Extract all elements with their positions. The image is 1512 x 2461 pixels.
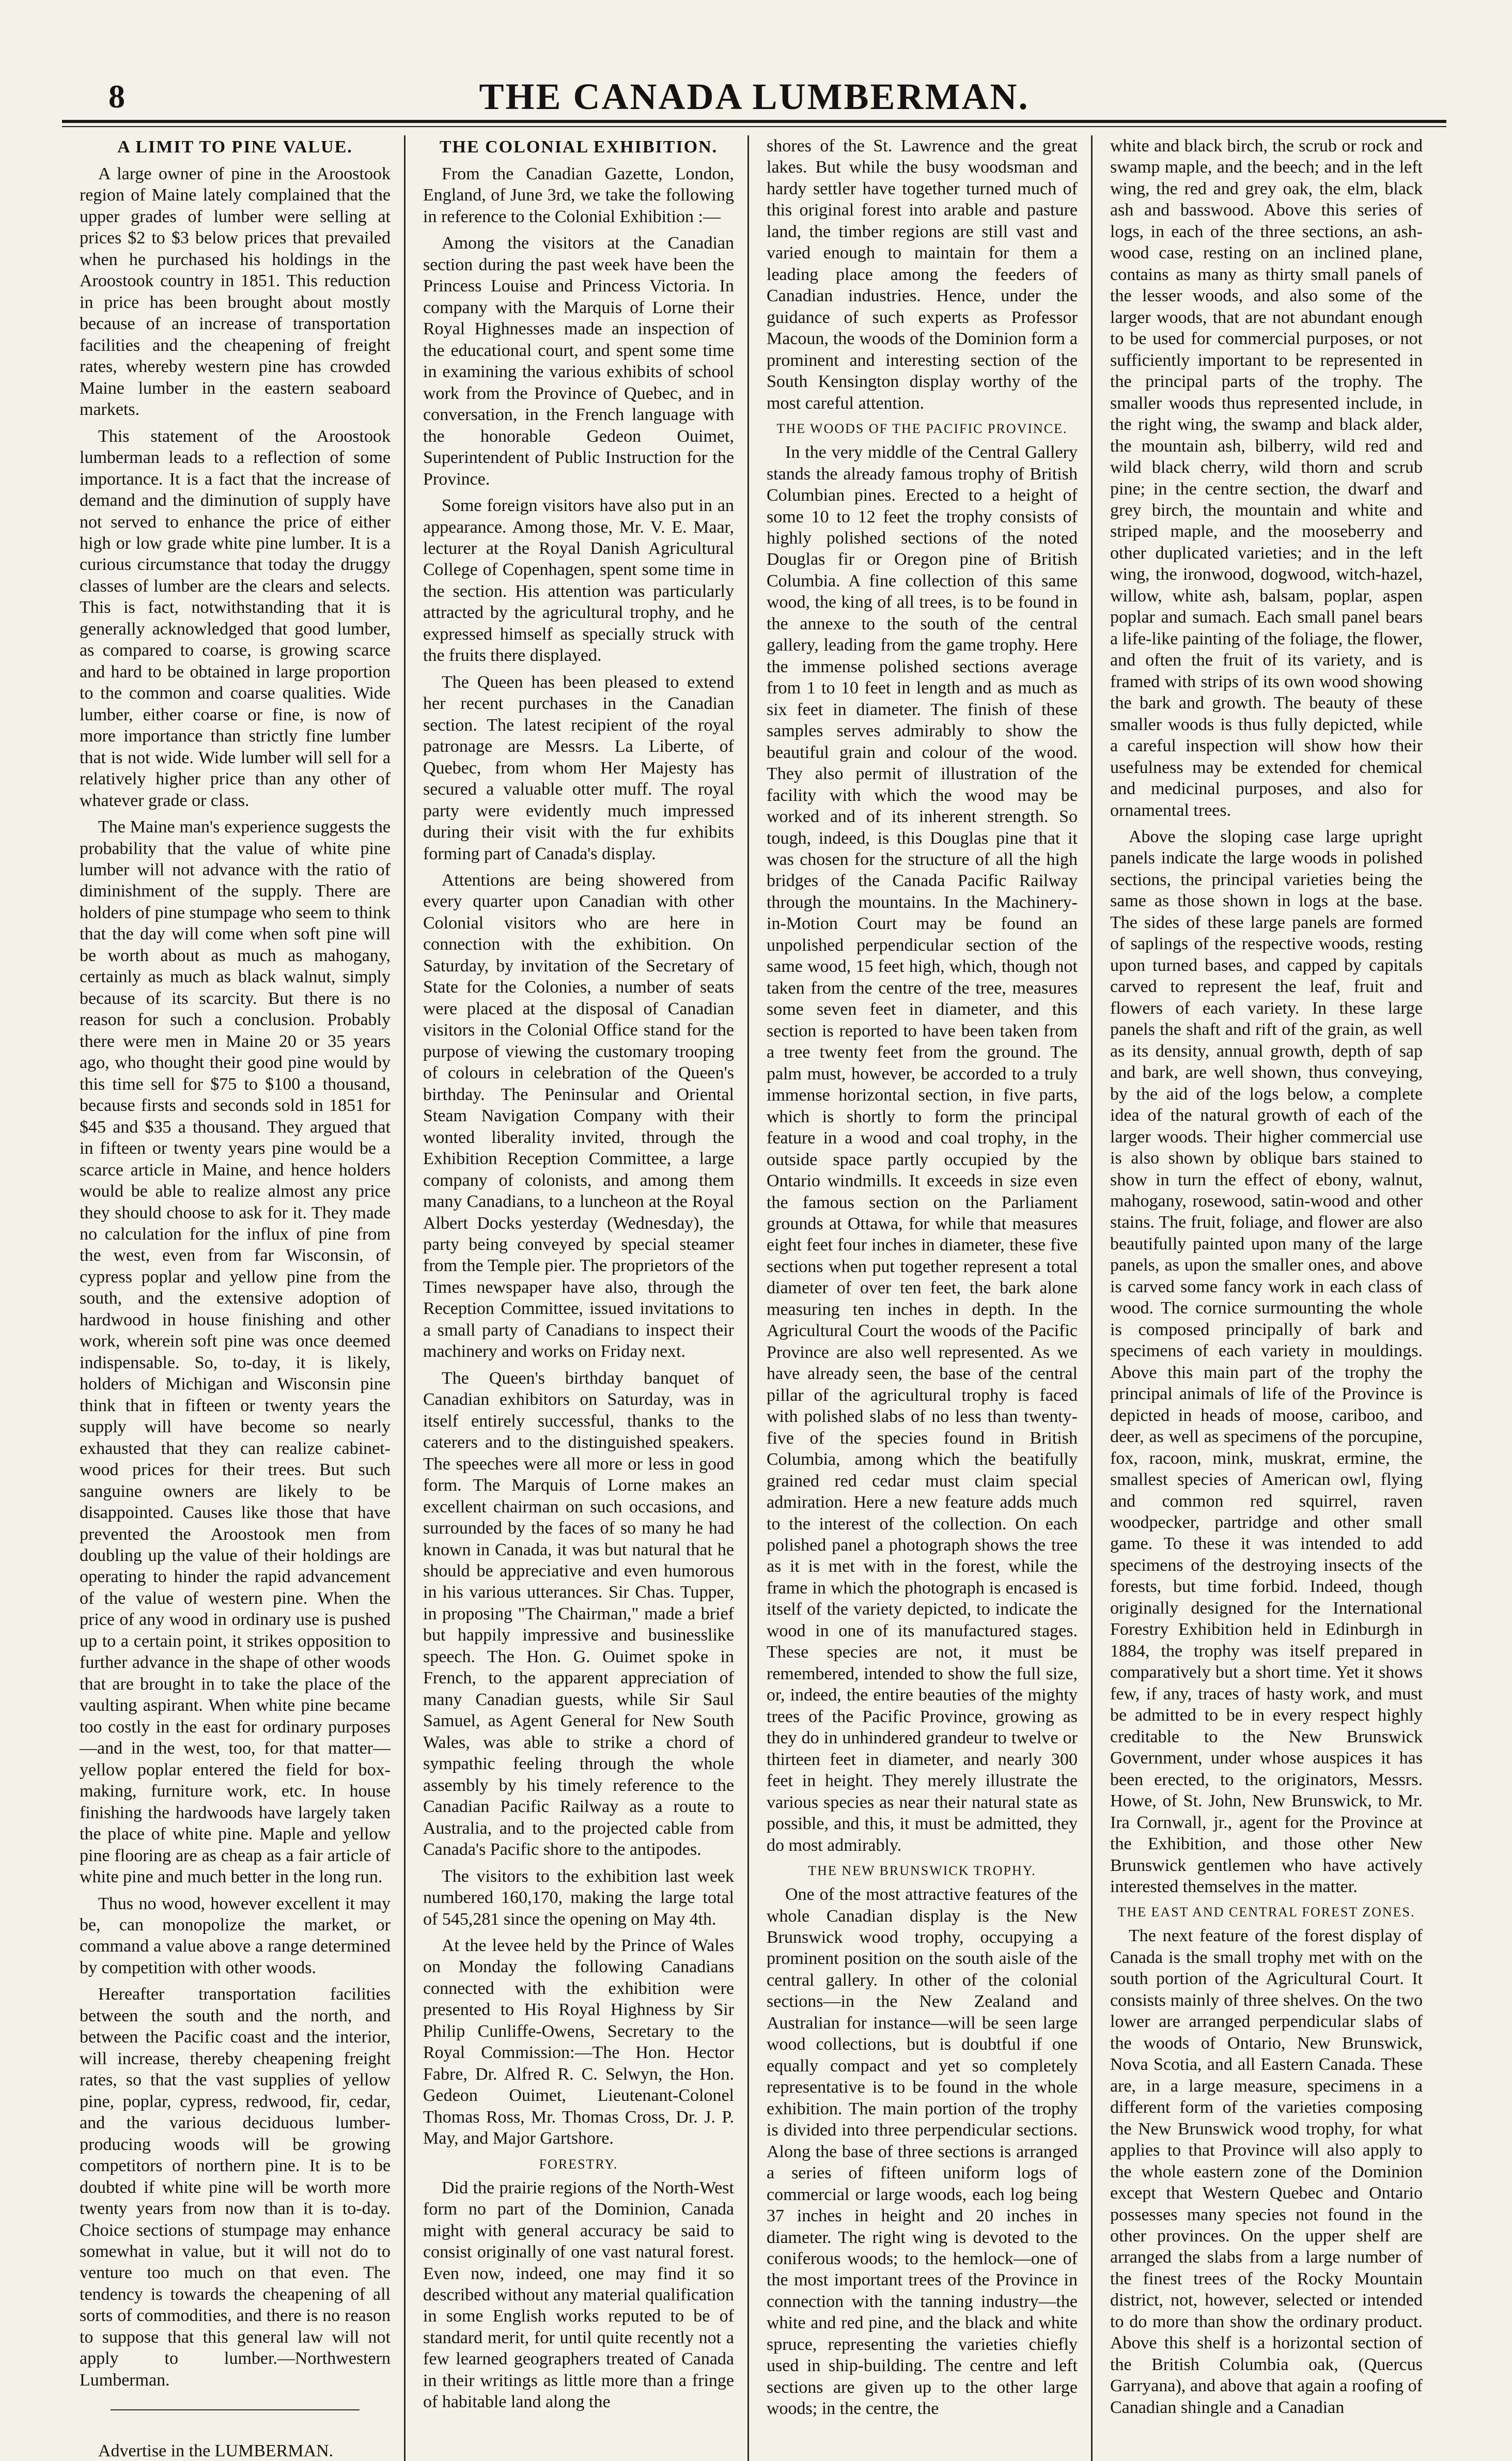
page-number: 8: [108, 78, 125, 115]
paragraph: At the levee held by the Prince of Wales on Monday the following Canadians connected with the exhibition were presented to His Royal Highness by Sir Philip Cunliffe-Owens, Secretary to the Royal Commission:—The Hon. Hector Fabre, Dr. Alfred R. C. Selwyn, the Hon. Gedeon Ouimet, Lieutenant-Colonel Thomas Ross, Mr. Thomas Cross, Dr. J. P. May, and Major Gartshore.: [423, 1936, 734, 2148]
paragraph: One of the most attractive features of the whole Canadian display is the New Brunswick wood trophy, occupying a prominent position on the south aisle of the central gallery. In other of the colonial sections—in the New Zealand and Australian for instance—will be seen large wood collections, but is doubtful if one equally compact and yet so completely representative is to be found in the whole exhibition. The main portion of the trophy is divided into three perpendicular sections. Along the base of three sections is arranged a series of fifteen uniform logs of commercial or large woods, each log being 37 inches in height and 20 inches in diameter. The right wing is devoted to the coniferous woods; to the hemlock—one of the most important trees of the Province in connection with the tanning industry—the white and red pine, and the black and white spruce, representing the varieties chiefly used in ship-building. The centre and left sections are given up to the other large woods; in the centre, the: [767, 1885, 1078, 2419]
paragraph: From the Canadian Gazette, London, England, of June 3rd, we take the following in reference to the Colonial Exhibition :—: [423, 164, 734, 226]
paragraph: The Queen has been pleased to extend her recent purchases in the Canadian section. The latest recipient of the royal patronage are Messrs. La Liberte, of Quebec, from whom Her Majesty has secured a valuable otter muff. The royal party were evidently much impressed during their visit with the fur exhibits forming part of Canada's display.: [423, 672, 734, 863]
paragraph: The visitors to the exhibition last week numbered 160,170, making the large total of 545,281 since the opening on May 4th.: [423, 1866, 734, 1929]
column-1: [72, 135, 406, 2461]
paragraph: Among the visitors at the Canadian section during the past week have been the Princess Louise and Princess Victoria. In company with the Marquis of Lorne their Royal Highnesses made an inspection of the educational court, and spent some time in examining the various exhibits of school work from the Province of Quebec, and in conversation, in the French language with the honorable Gedeon Ouimet, Superintendent of Public Instruction for the Province.: [423, 234, 734, 489]
section-subhead-pacific: THE WOODS OF THE PACIFIC PROVINCE.: [776, 421, 1068, 437]
paragraph: Attentions are being showered from every quarter upon Canadian with other Colonial visitors who are here in connection with the exhibition. On Saturday, by invitation of the Secretary of State for the Colonies, a number of seats were placed at the disposal of Canadian visitors in the Colonial Office stand for the purpose of viewing the customary trooping of colours in celebration of the Queen's birthday. The Peninsular and Oriental Steam Navigation Company with their wonted liberality invited, through the Exhibition Reception Committee, a large company of colonists, and among them many Canadians, to a luncheon at the Royal Albert Docks yesterday (Wednesday), the party being conveyed by special steamer from the Temple pier. The proprietors of the Times newspaper have also, through the Reception Committee, issued invitations to a small party of Canadians to inspect their machinery and works on Friday next.: [423, 871, 734, 1361]
divider: [111, 2409, 360, 2410]
article-columns: [72, 135, 1436, 2461]
paragraph: Did the prairie regions of the North-West form no part of the Dominion, Canada might with general accuracy be said to consist originally of one vast natural forest. Even now, indeed, one may find it so described without any material qualification in some English works reputed to be of standard merit, for until quite recently not a few learned geographers treated of Canada in their writings as little more than a fringe of habitable land along the: [423, 2178, 734, 2412]
paragraph: The Queen's birthday banquet of Canadian exhibitors on Saturday, was in itself entirely successful, thanks to the caterers and to the distinguished speakers. The speeches were all more or less in good form. The Marquis of Lorne makes an excellent chairman on such occasions, and surrounded by the faces of so many he had known in Canada, it was but natural that he should be appreciative and even humorous in his various utterances. Sir Chas. Tupper, in proposing "The Chairman," made a brief but happily impressive and businesslike speech. The Hon. G. Ouimet spoke in French, to the apparent appreciation of many Canadian guests, while Sir Saul Samuel, as Agent General for New South Wales, was able to strike a chord of sympathic feeling through the whole assembly by his timely reference to the Canadian Pacific Railway as a route to Australia, and to the projected cable from Canada's Pacific shore to the antipodes.: [423, 1368, 734, 1860]
section-subhead-forest-zones: THE EAST AND CENTRAL FOREST ZONES.: [1117, 1905, 1415, 1920]
paragraph: The Maine man's experience suggests the probability that the value of white pine lumber will not advance with the ratio of diminishment of the supply. There are holders of pine stumpage who seem to think that the day will come when soft pine will be worth about as much as mahogany, certainly as much as black walnut, simply because of its scarcity. But there is no reason for such a conclusion. Probably there were men in Maine 20 or 35 years ago, who thought their good pine would by this time sell for $75 to $100 a thousand, because firsts and seconds sold in 1851 for $45 and $35 a thousand. They argued that in fifteen or twenty years pine would be a scarce article in Maine, and hence holders would be able to realize almost any price they should choose to ask for it. They made no calculation for the influx of pine from the west, even from far Wisconsin, of cypress poplar and yellow pine from the south, and the extensive adoption of hardwood in house finishing and other work, wherein soft pine was once deemed indispensable. So, to-day, it is likely, holders of Michigan and Wisconsin pine think that in fifteen or twenty years the supply will have become so nearly exhausted that they can realize cabinet-wood prices for their trees. But such sanguine owners are likely to be disappointed. Causes like those that have prevented the Aroostook men from doubling up the value of their holdings are operating to hinder the rapid advancement of the value of western pine. When the price of any wood in ordinary use is pushed up to a certain point, it strikes opposition to further advance in the shape of other woods that are brought in to take the place of the vaulting aspirant. When white pine became too costly in the east for ordinary purposes—and in the west, too, for that matter—yellow poplar entered the field for box-making, furniture work, etc. In house finishing the hardwoods have largely taken the place of white pine. Maple and yellow pine flooring are as cheap as a fair article of white pine and much better in the long run.: [80, 817, 391, 1887]
paragraph: The next feature of the forest display of Canada is the small trophy met with on the south portion of the Agricultural Court. It consists mainly of three shelves. On the two lower are arranged perpendicular slabs of the woods of Ontario, New Brunswick, Nova Scotia, and all Eastern Canada. These are, in a large measure, specimens in a different form of the varieties composing the New Brunswick wood trophy, for what applies to that Province will also apply to the whole eastern zone of the Dominion except that Western Quebec and Ontario possesses many species not found in the other provinces. On the upper shelf are arranged the slabs from a large number of the finest trees of the Rocky Mountain district, not, however, selected or intended to do more than show the ordinary product. Above this shelf is a horizontal section of the British Columbia oak, (Quercus Garryana), and above that again a roofing of Canadian shingle and a Canadian: [1110, 1926, 1423, 2417]
paragraph: shores of the St. Lawrence and the great lakes. But while the busy woodsman and hardy settler have together turned much of this original forest into arable and pasture land, the timber regions are still vast and varied enough to maintain for them a leading place among the feeders of Canadian industries. Hence, under the guidance of such experts as Professor Macoun, the woods of the Dominion form a prominent and interesting section of the South Kensington display worthy of the most careful attention.: [767, 136, 1078, 413]
article-headline-colonial-exhibition: THE COLONIAL EXHIBITION.: [439, 137, 718, 157]
paragraph: Above the sloping case large upright panels indicate the large woods in polished sections, the principal varieties being the same as those shown in logs at the base. The sides of these large panels are formed of saplings of the respective woods, resting upon turned bases, and capped by capitals carved to represent the leaf, fruit and flowers of each variety. In these large panels the shaft and rift of the grain, as well as its density, annual growth, depth of sap and bark, are well shown, thus conveying, by the aid of the logs below, a complete idea of the natural growth of each of the larger woods. Their higher commercial use is also shown by oblique bars stained to show in turn the effect of ebony, walnut, mahogany, rosewood, satin-wood and other stains. The fruit, foliage, and flower are also beautifully painted upon many of the large panels, as upon the smaller ones, and above is carved some fancy work in each class of wood. The cornice surmounting the whole is composed principally of bark and specimens of each variety in mouldings. Above this main part of the trophy the principal animals of life of the Province is depicted in heads of moose, cariboo, and deer, as well as specimens of the porcupine, fox, racoon, mink, muskrat, ermine, the smallest species of American owl, flying and common red squirrel, raven woodpecker, partridge and other small game. To these it was intended to add specimens of the destroying insects of the forests, but time forbid. Indeed, though originally designed for the International Forestry Exhibition held in Edinburgh in 1884, the trophy was itself prepared in comparatively but a short time. Yet it shows few, if any, traces of hasty work, and must be admitted to be in every respect highly creditable to the New Brunswick Government, under whose auspices it has been erected, to the originators, Messrs. Howe, of St. John, New Brunswick, to Mr. Ira Cornwall, jr., agent for the Province at the Exhibition, and those other New Brunswick gentlemen who have actively interested themselves in the matter.: [1110, 827, 1423, 1896]
paragraph: A large owner of pine in the Aroostook region of Maine lately complained that the upper grades of lumber were selling at prices $2 to $3 below prices that prevailed when he purchased his holdings in the Aroostook country in 1851. This reduction in price has been brought about mostly because of an increase of transportation facilities and the cheapening of freight rates, whereby western pine has crowded Maine lumber in the eastern seaboard markets.: [80, 164, 391, 420]
paragraph: Some foreign visitors have also put in an appearance. Among those, Mr. V. E. Maar, lecturer at the Royal Danish Agricultural College of Copenhagen, spent some time in the section. His attention was particularly attracted by the agricultural trophy, and he expressed himself as specially struck with the fruits there displayed.: [423, 496, 734, 665]
advertise-notice: Advertise in the LUMBERMAN.: [98, 2441, 334, 2461]
paragraph: Hereafter transportation facilities between the south and the north, and between the Pacific coast and the interior, will increase, thereby cheapening freight rates, so that the vast supplies of yellow pine, poplar, cypress, redwood, fir, cedar, and the various deciduous lumber-producing woods will be growing competitors of northern pine. It is to be doubted if white pine will be worth more twenty years from now than it is to-day. Choice sections of stumpage may enhance somewhat in value, but it will not do to venture too much on that even. The tendency is towards the cheapening of all sorts of commodities, and there is no reason to suppose that this general law will not apply to lumber.—Northwestern Lumberman.: [80, 1985, 391, 2390]
article-headline-pine-value: A LIMIT TO PINE VALUE.: [117, 137, 353, 157]
column-2: [416, 135, 749, 2461]
masthead-rule: [62, 120, 1446, 123]
paragraph: white and black birch, the scrub or rock and swamp maple, and the beech; and in the left wing, the red and grey oak, the elm, black ash and basswood. Above this series of logs, in each of the three sections, an ash-wood case, resting on an inclined plane, contains as many as thirty small panels of the lesser woods, and also some of the larger woods, that are not abundant enough to be used for commercial purposes, or not sufficiently important to be represented in the principal parts of the trophy. The smaller woods thus represented include, in the right wing, the swamp and black alder, the mountain ash, bilberry, wild red and wild black cherry, wild thorn and scrub pine; in the centre section, the dwarf and grey birch, the mountain and white and striped maple, and the mooseberry and other duplicated varieties; and in the left wing, the ironwood, dogwood, witch-hazel, willow, white ash, balsam, poplar, aspen poplar and sumach. Each small panel bears a life-like painting of the foliage, the flower, and often the fruit of its variety, and is framed with strips of its own wood showing the bark and growth. The beauty of these smaller woods is thus fully depicted, while a careful inspection will show how their usefulness may be extended for chemical and medicinal purposes, and also for ornamental trees.: [1110, 136, 1423, 820]
masthead-rule-thin: [62, 126, 1446, 127]
column-3: [759, 135, 1093, 2461]
paragraph: This statement of the Aroostook lumberman leads to a reflection of some importance. It is a fact that the increase of demand and the diminution of supply have not served to enhance the price of either high or low grade white pine lumber. It is a curious circumstance that today the druggy classes of lumber are the clears and selects. This is fact, notwithstanding that it is generally acknowledged that good lumber, as compared to coarse, is growing scarce and hard to be obtained in large proportion to the common and coarse qualities. Wide lumber, either coarse or fine, is now of more importance than strictly fine lumber that is not wide. Wide lumber will sell for a relatively higher price than any other of whatever grade or class.: [80, 426, 391, 810]
paragraph: Thus no wood, however excellent it may be, can monopolize the market, or command a value above a range determined by competition with other woods.: [80, 1894, 391, 1977]
newspaper-title: THE CANADA LUMBERMAN.: [479, 76, 1030, 117]
column-4: [1103, 135, 1436, 2461]
masthead: [67, 72, 1441, 124]
paragraph: In the very middle of the Central Gallery stands the already famous trophy of British Columbian pines. Erected to a height of some 10 to 12 feet the trophy consists of highly polished sections of the noted Douglas fir or Oregon pine of British Columbia. A fine collection of this same wood, the king of all trees, is to be found in the annexe to the south of the central gallery, leading from the game trophy. Here the immense polished sections average from 1 to 10 feet in length and as much as six feet in diameter. The finish of these samples serves admirably to show the beautiful grain and colour of the wood. They also permit of illustration of the facility with which the wood may be worked and of its inherent strength. So tough, indeed, is this Douglas pine that it was chosen for the structure of all the high bridges of the Canada Pacific Railway through the mountains. In the Machinery-in-Motion Court may be found an unpolished perpendicular section of the same wood, 15 feet high, which, though not taken from the centre of the tree, measures some seven feet in diameter, and this section is reported to have been taken from a tree twenty feet from the ground. The palm must, however, be accorded to a truly immense horizontal section, in five parts, which is shortly to form the principal feature in a wood and coal trophy, in the outside space partly occupied by the Ontario windmills. It exceeds in size even the famous section on the Parliament grounds at Ottawa, for while that measures eight feet four inches in diameter, these five sections when put together represent a total diameter of over ten feet, the bark alone measuring ten inches in depth. In the Agricultural Court the woods of the Pacific Province are also well represented. As we have already seen, the base of the central pillar of the agricultural trophy is faced with polished slabs of no less than twenty-five of the species found in British Columbia, among which the beatifully grained red cedar must claim special admiration. Here a new feature adds much to the interest of the collection. On each polished panel a photograph shows the tree as it is met with in the forest, while the frame in which the photograph is encased is itself of the variety depicted, to indicate the wood in one of its manufactured stages. These species are not, it must be remembered, intended to show the full size, or, indeed, the entire beauties of the mighty trees of the Pacific Province, growing as they do in unhindered grandeur to twelve or thirteen feet in diameter, and nearly 300 feet in height. They merely illustrate the various species as near their natural state as possible, and this, it must be admitted, they do most admirably.: [767, 443, 1078, 1855]
section-subhead-forestry: FORESTRY.: [539, 2156, 618, 2172]
section-subhead-new-brunswick: THE NEW BRUNSWICK TROPHY.: [808, 1863, 1036, 1879]
